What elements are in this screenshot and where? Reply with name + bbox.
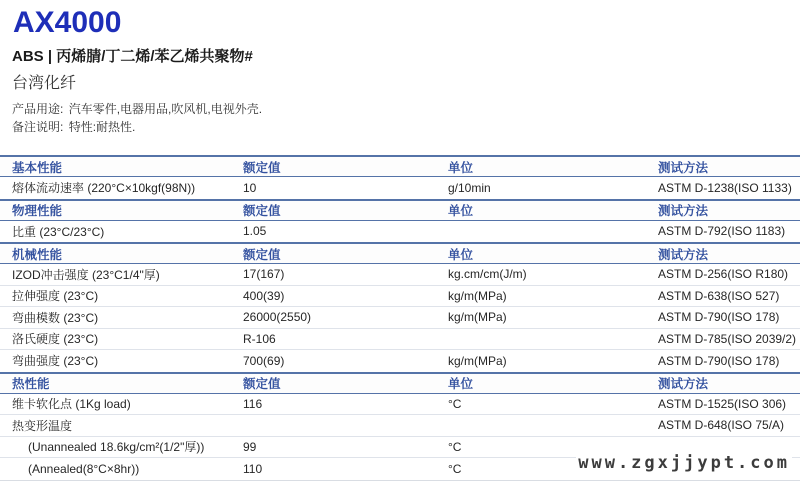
unit-cell: g/10min — [448, 180, 491, 195]
value-cell: 10 — [243, 180, 257, 195]
unit-cell: kg.cm/cm(J/m) — [448, 267, 527, 282]
table-row — [0, 221, 800, 243]
value-cell: R-106 — [243, 331, 276, 346]
method-column-header: 测试方法 — [658, 377, 709, 391]
method-cell: ASTM D-792(ISO 1183) — [658, 224, 786, 239]
unit-cell: °C — [448, 461, 462, 476]
section-header-row — [0, 155, 800, 177]
property-cell: (Annealed(8°C×8hr)) — [28, 461, 140, 476]
value-cell: 700(69) — [243, 353, 285, 368]
property-cell: 拉伸强度 (23°C) — [12, 289, 99, 304]
section-title: 基本性能 — [12, 160, 63, 175]
method-cell: ASTM D-638(ISO 527) — [658, 288, 780, 303]
value-cell: 17(167) — [243, 267, 285, 282]
section-title: 机械性能 — [12, 247, 63, 262]
property-cell: (Unannealed 18.6kg/cm²(1/2"厚)) — [28, 440, 205, 455]
usage-label: 产品用途: — [12, 102, 64, 116]
property-cell: 弯曲强度 (23°C) — [12, 354, 99, 369]
manufacturer-name: 台湾化纤 — [12, 75, 77, 92]
remark-text: 特性:耐热性. — [68, 120, 136, 134]
method-cell: ASTM D-790(ISO 178) — [658, 310, 780, 325]
method-cell: ASTM D-790(ISO 178) — [658, 353, 780, 368]
unit-column-header: 单位 — [448, 377, 474, 391]
property-cell: 熔体流动速率 (220°C×10kgf(98N)) — [12, 181, 196, 196]
section-title: 热性能 — [12, 377, 50, 391]
property-cell: 弯曲模数 (23°C) — [12, 310, 99, 325]
property-cell: 热变形温度 — [12, 418, 73, 433]
unit-column-header: 单位 — [448, 204, 474, 218]
unit-cell: °C — [448, 396, 462, 411]
table-row — [0, 177, 800, 199]
value-cell: 99 — [243, 439, 257, 454]
value-cell: 110 — [243, 461, 263, 476]
method-cell: ASTM D-785(ISO 2039/2) — [658, 331, 797, 346]
section-header-row — [0, 372, 800, 394]
unit-cell: kg/m(MPa) — [448, 288, 507, 303]
table-section — [0, 242, 800, 372]
watermark: www.zgxjjypt.com — [578, 453, 790, 473]
value-column-header: 额定值 — [243, 204, 281, 218]
value-cell: 1.05 — [243, 224, 267, 239]
unit-cell: °C — [448, 439, 462, 454]
material-subtitle: ABS | 丙烯腈/丁二烯/苯乙烯共聚物# — [12, 48, 253, 65]
property-cell: 洛氏硬度 (23°C) — [12, 332, 99, 347]
value-cell: 116 — [243, 396, 263, 411]
method-cell: ASTM D-648(ISO 75/A) — [658, 418, 785, 433]
remark-line — [12, 118, 135, 135]
method-column-header: 测试方法 — [658, 160, 709, 175]
table-row — [0, 415, 800, 437]
value-cell: 400(39) — [243, 288, 285, 303]
usage-text: 汽车零件,电器用品,吹风机,电视外壳. — [68, 102, 263, 116]
properties-table — [0, 155, 800, 481]
value-column-header: 额定值 — [243, 377, 281, 391]
page-title: AX4000 — [13, 6, 122, 39]
method-column-header: 测试方法 — [658, 204, 709, 218]
property-cell: 维卡软化点 (1Kg load) — [12, 397, 131, 412]
table-row — [0, 329, 800, 351]
value-column-header: 额定值 — [243, 247, 281, 262]
unit-cell: kg/m(MPa) — [448, 310, 507, 325]
table-row — [0, 307, 800, 329]
method-cell: ASTM D-1525(ISO 306) — [658, 396, 787, 411]
product-usage-line — [12, 100, 262, 117]
value-cell: 26000(2550) — [243, 310, 312, 325]
value-column-header: 额定值 — [243, 160, 281, 175]
property-cell: IZOD冲击强度 (23°C1/4"厚) — [12, 267, 160, 282]
table-row — [0, 264, 800, 286]
table-row — [0, 286, 800, 308]
section-title: 物理性能 — [12, 204, 63, 218]
property-cell: 比重 (23°C/23°C) — [12, 224, 105, 239]
remark-label: 备注说明: — [12, 120, 64, 134]
section-header-row — [0, 242, 800, 264]
table-section — [0, 199, 800, 243]
method-cell: ASTM D-1238(ISO 1133) — [658, 180, 792, 195]
unit-column-header: 单位 — [448, 247, 474, 262]
table-section — [0, 155, 800, 199]
unit-column-header: 单位 — [448, 160, 474, 175]
table-row — [0, 394, 800, 416]
method-cell: ASTM D-256(ISO R180) — [658, 267, 789, 282]
method-column-header: 测试方法 — [658, 247, 709, 262]
section-header-row — [0, 199, 800, 221]
table-row — [0, 350, 800, 372]
unit-cell: kg/m(MPa) — [448, 353, 507, 368]
